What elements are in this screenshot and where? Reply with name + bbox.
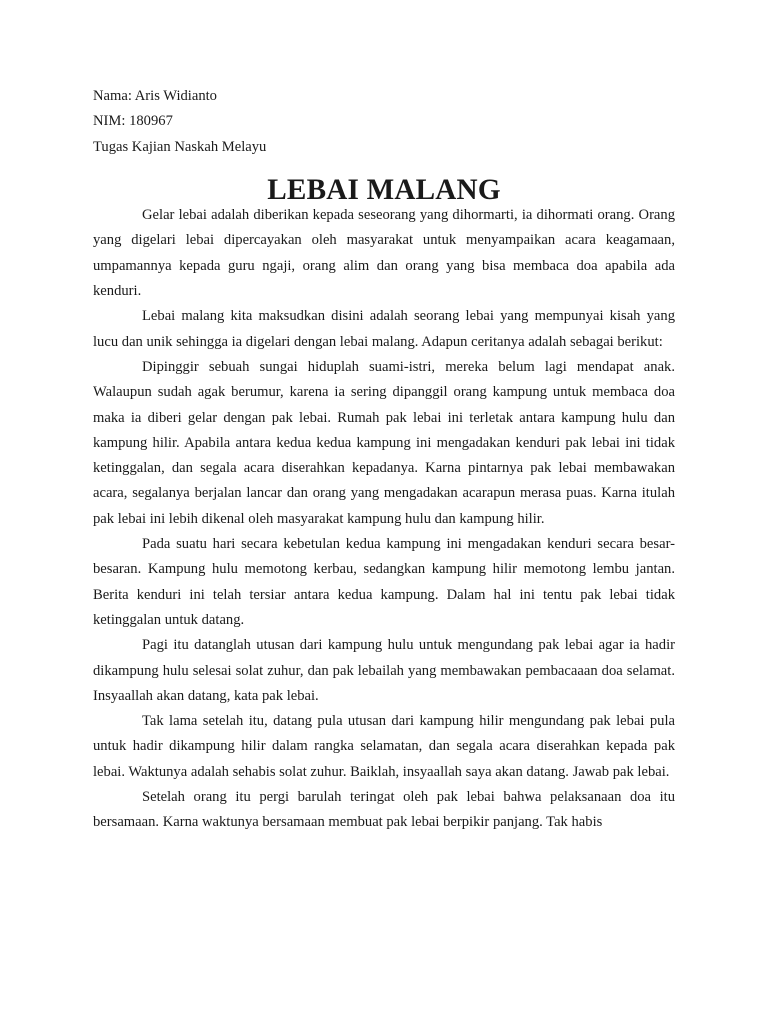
- student-nim-line: NIM: 180967: [93, 113, 173, 130]
- paragraph-5: Pagi itu datanglah utusan dari kampung hulu untuk mengundang pak lebai agar ia hadir dikampung hulu selesai solat zuhur, dan pak lebailah yang membawakan pembacaaan doa selamat. Insyaallah akan datang, kata pak lebai.: [93, 637, 675, 704]
- paragraph-2: Lebai malang kita maksudkan disini adalah seorang lebai yang mempunyai kisah yang lucu dan unik sehingga ia digelari dengan lebai malang. Adapun ceritanya adalah sebagai berikut:: [93, 308, 675, 350]
- paragraph-6: Tak lama setelah itu, datang pula utusan dari kampung hilir mengundang pak lebai pula untuk hadir dikampung hilir dalam rangka selamatan, dan segala acara diserahkan kepada pak lebai. Waktunya adalah sehabis solat zuhur. Baiklah, insyaallah saya akan datang. Jawab pak lebai.: [93, 713, 675, 780]
- story-title: LEBAI MALANG: [267, 173, 501, 206]
- paragraph-7: Setelah orang itu pergi barulah teringat oleh pak lebai bahwa pelaksanaan doa itu bersamaan. Karna waktunya bersamaan membuat pak lebai berpikir panjang. Tak habis: [93, 789, 675, 831]
- document-page: [93, 84, 675, 836]
- student-name-line: Nama: Aris Widianto: [93, 88, 217, 104]
- assignment-line: Tugas Kajian Naskah Melayu: [93, 138, 267, 155]
- paragraph-3: Dipinggir sebuah sungai hiduplah suami-istri, mereka belum lagi mendapat anak. Walaupun sudah agak berumur, karena ia sering dipanggil orang kampung untuk membaca doa maka ia diberi gelar dengan pak lebai. Rumah pak lebai ini terletak antara kampung hulu dan kampung hilir. Apabila antara kedua kedua kampung ini mengadakan kenduri pak lebai ini tidak ketinggalan, dan segala acara diserahkan kepadanya. Karna pintarnya pak lebai membawakan acara, segalanya berjalan lancar dan orang yang mengadakan acarapun merasa puas. Karna itulah pak lebai ini lebih dikenal oleh masyarakat kampung hulu dan kampung hilir.: [93, 358, 675, 527]
- paragraph-1: Gelar lebai adalah diberikan kepada seseorang yang dihormarti, ia dihormati orang. Orang yang digelari lebai dipercayakan oleh masyarakat untuk menyampaikan acara keagamaan, umpamannya kepada guru ngaji, orang alim dan orang yang bisa membaca doa apabila ada kenduri.: [93, 207, 675, 300]
- paragraph-4: Pada suatu hari secara kebetulan kedua kampung ini mengadakan kenduri secara besar-besaran. Kampung hulu memotong kerbau, sedangkan kampung hilir memotong lembu jantan. Berita kenduri ini telah tersiar antara kedua kampung. Dalam hal ini tentu pak lebai tidak ketinggalan untuk datang.: [93, 536, 675, 628]
